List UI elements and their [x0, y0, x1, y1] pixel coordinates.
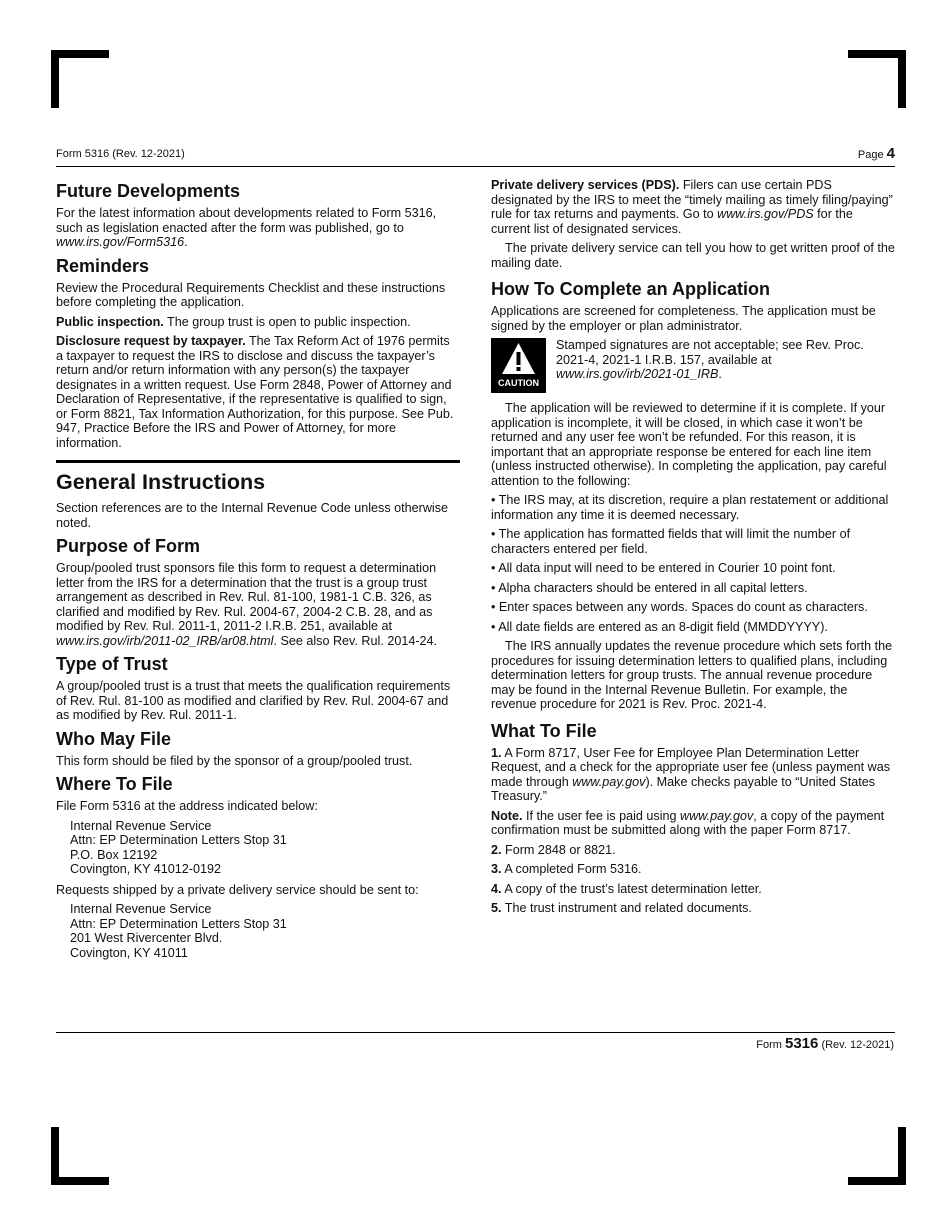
pds-text: Private delivery services (PDS). Filers can use certain PDS designated by the IRS to meet the “timely mailing as timely filing/paying” rule for tax returns and payments. Go to www.irs.gov/PDS for the current list of designated services. — [491, 178, 893, 236]
general-instructions-text: Section references are to the Internal Revenue Code unless otherwise noted. — [56, 501, 449, 530]
irb-2011-link[interactable]: www.irs.gov/irb/2011-02_IRB/ar08.html — [56, 633, 274, 648]
header-rule — [56, 166, 895, 167]
address-line: Internal Revenue Service — [70, 902, 212, 916]
how-to-complete-heading: How To Complete an Application — [491, 279, 770, 299]
type-of-trust-text: A group/pooled trust is a trust that meets the qualification requirements of Rev. Rul. 81-100 as modified and clarified by Rev. Rul. 2004-67 and as modified by Rev. Rul. 2011-1. — [56, 679, 451, 722]
address-line: P.O. Box 12192 — [70, 847, 158, 862]
pds-address-intro: Requests shipped by a private delivery service should be sent to: — [56, 882, 419, 897]
what-to-file-item: 2. Form 2848 or 8821. — [491, 842, 616, 857]
right-column — [491, 178, 895, 921]
future-developments-text: For the latest information about developments related to Form 5316, such as legislation enacted after the form was published, go to www.irs.gov/Form5316. — [56, 206, 437, 249]
footer-form-number: 5316 — [785, 1035, 819, 1052]
bullet-item: • All data input will need to be entered in Courier 10 point font. — [491, 561, 836, 575]
review-text: The application will be reviewed to determine if it is complete. If your application is incomplete, it will be closed, in which case it won’t be returned and any user fee won’t be refunded. For this reason, it is important that an appropriate response be entered for each line item (unless instructed otherwise). In completing the application, pay careful attention to the following: — [491, 401, 887, 488]
page-footer — [756, 1035, 894, 1052]
bullet-item: • The IRS may, at its discretion, require a plan restatement or additional information any time it is deemed necessary. — [491, 493, 889, 522]
caution-block — [491, 338, 895, 393]
caution-icon — [491, 338, 546, 393]
crop-mark-top-right — [848, 50, 906, 108]
address-line: Internal Revenue Service — [70, 818, 212, 833]
address-line: Covington, KY 41011 — [70, 945, 188, 960]
footer-revision: (Rev. 12-2021) — [821, 1039, 894, 1051]
address-line: Attn: EP Determination Letters Stop 31 — [70, 833, 287, 847]
pds-address — [70, 902, 460, 960]
what-to-file-heading: What To File — [491, 720, 597, 741]
note-text: Note. If the user fee is paid using www.pay.gov, a copy of the payment confirmation must be submitted along with the paper Form 8717. — [491, 808, 885, 837]
footer-rule — [56, 1032, 895, 1033]
left-column — [56, 178, 460, 966]
page-header — [56, 145, 895, 162]
section-divider — [56, 460, 460, 463]
crop-mark-bottom-right — [848, 1127, 906, 1185]
pds-link[interactable]: www.irs.gov/PDS — [717, 207, 814, 221]
disclosure-request-text: Disclosure request by taxpayer. The Tax Reform Act of 1976 permits a taxpayer to request the IRS to disclose and discuss the taxpayer’s return and/or return information with any person(s) the taxpayer designates in a written request. Use Form 2848, Power of Attorney and Declaration of Representative, if the representative is qualified to sign, or Form 8821, Tax Information Authorization, for this purpose. See Pub. 947, Practice Before the IRS and Power of Attorney, for more information. — [56, 334, 454, 450]
pay-gov-link[interactable]: www.pay.gov — [680, 808, 754, 823]
crop-mark-bottom-left — [51, 1127, 109, 1185]
general-instructions-heading: General Instructions — [56, 470, 266, 494]
page-number: 4 — [886, 145, 895, 162]
crop-mark-top-left — [51, 50, 109, 108]
irb-2021-link[interactable]: www.irs.gov/irb/2021-01_IRB — [556, 367, 719, 381]
where-to-file-text: File Form 5316 at the address indicated below: — [56, 799, 318, 813]
bullet-item: • All date fields are entered as an 8-digit field (MMDDYYYY). — [491, 619, 828, 634]
caution-label: CAUTION — [498, 377, 539, 388]
where-to-file-heading: Where To File — [56, 774, 173, 794]
future-developments-heading: Future Developments — [56, 181, 241, 201]
page-indicator — [858, 145, 895, 162]
warning-triangle-icon — [501, 342, 536, 376]
caution-text: Stamped signatures are not acceptable; see Rev. Proc. 2021-4, 2021-1 I.R.B. 157, available at www.irs.gov/irb/2021-01_IRB. — [556, 338, 864, 381]
what-to-file-item: 5. The trust instrument and related documents. — [491, 901, 752, 915]
page-label: Page — [857, 149, 884, 161]
reminders-heading: Reminders — [56, 255, 150, 276]
bullet-item: • The application has formatted fields that will limit the number of characters entered per field. — [491, 527, 851, 556]
address-line: Covington, KY 41012-0192 — [70, 862, 222, 876]
type-of-trust-heading: Type of Trust — [56, 654, 168, 674]
mailing-address — [70, 819, 460, 877]
who-may-file-heading: Who May File — [56, 728, 172, 749]
bullet-item: • Alpha characters should be entered in all capital letters. — [491, 580, 808, 595]
annual-update-text: The IRS annually updates the revenue procedure which sets forth the procedures for issuing determination letters to qualified plans, including determination letters for group trusts. The annual revenue procedure may be found in the Internal Revenue Bulletin. For example, the revenue procedure for 2021 is Rev. Proc. 2021-4. — [491, 639, 893, 711]
public-inspection-text: Public inspection. The group trust is open to public inspection. — [56, 314, 411, 329]
what-to-file-item: 1. A Form 8717, User Fee for Employee Plan Determination Letter Request, and a check for the appropriate user fee (unless payment was made through www.pay.gov). Make checks payable to “United States Treasury.” — [491, 745, 891, 803]
form-reference: Form 5316 (Rev. 12-2021) — [56, 148, 185, 160]
form5316-link[interactable]: www.irs.gov/Form5316 — [56, 235, 185, 249]
pay-gov-link[interactable]: www.pay.gov — [572, 774, 646, 789]
purpose-heading: Purpose of Form — [56, 536, 201, 556]
address-line: 201 West Rivercenter Blvd. — [70, 931, 223, 945]
who-may-file-text: This form should be filed by the sponsor of a group/pooled trust. — [56, 753, 413, 768]
bullet-item: • Enter spaces between any words. Spaces do count as characters. — [491, 600, 868, 614]
what-to-file-item: 3. A completed Form 5316. — [491, 862, 642, 876]
footer-form-word: Form — [756, 1039, 782, 1051]
address-line: Attn: EP Determination Letters Stop 31 — [70, 916, 287, 931]
pds-proof-text: The private delivery service can tell you how to get written proof of the mailing date. — [491, 241, 895, 270]
purpose-text: Group/pooled trust sponsors file this form to request a determination letter from the IRS for a determination that the trust is a group trust arrangement as described in Rev. Rul. 81-100, 1981-1 C.B. 326, as clarified and modified by Rev. Rul. 2004-67, 2004-2 C.B. 28, and as modified by Rev. Rul. 2011-1, 2011-2 I.R.B. 251, available at www.irs.gov/irb/2011-02_IRB/ar08.html. See also Rev. Rul. 2014-24. — [56, 561, 438, 648]
what-to-file-item: 4. A copy of the trust’s latest determination letter. — [491, 881, 762, 896]
reminders-text: Review the Procedural Requirements Checklist and these instructions before completing the application. — [56, 280, 446, 309]
how-to-complete-text: Applications are screened for completeness. The application must be signed by the employer or plan administrator. — [491, 304, 876, 333]
